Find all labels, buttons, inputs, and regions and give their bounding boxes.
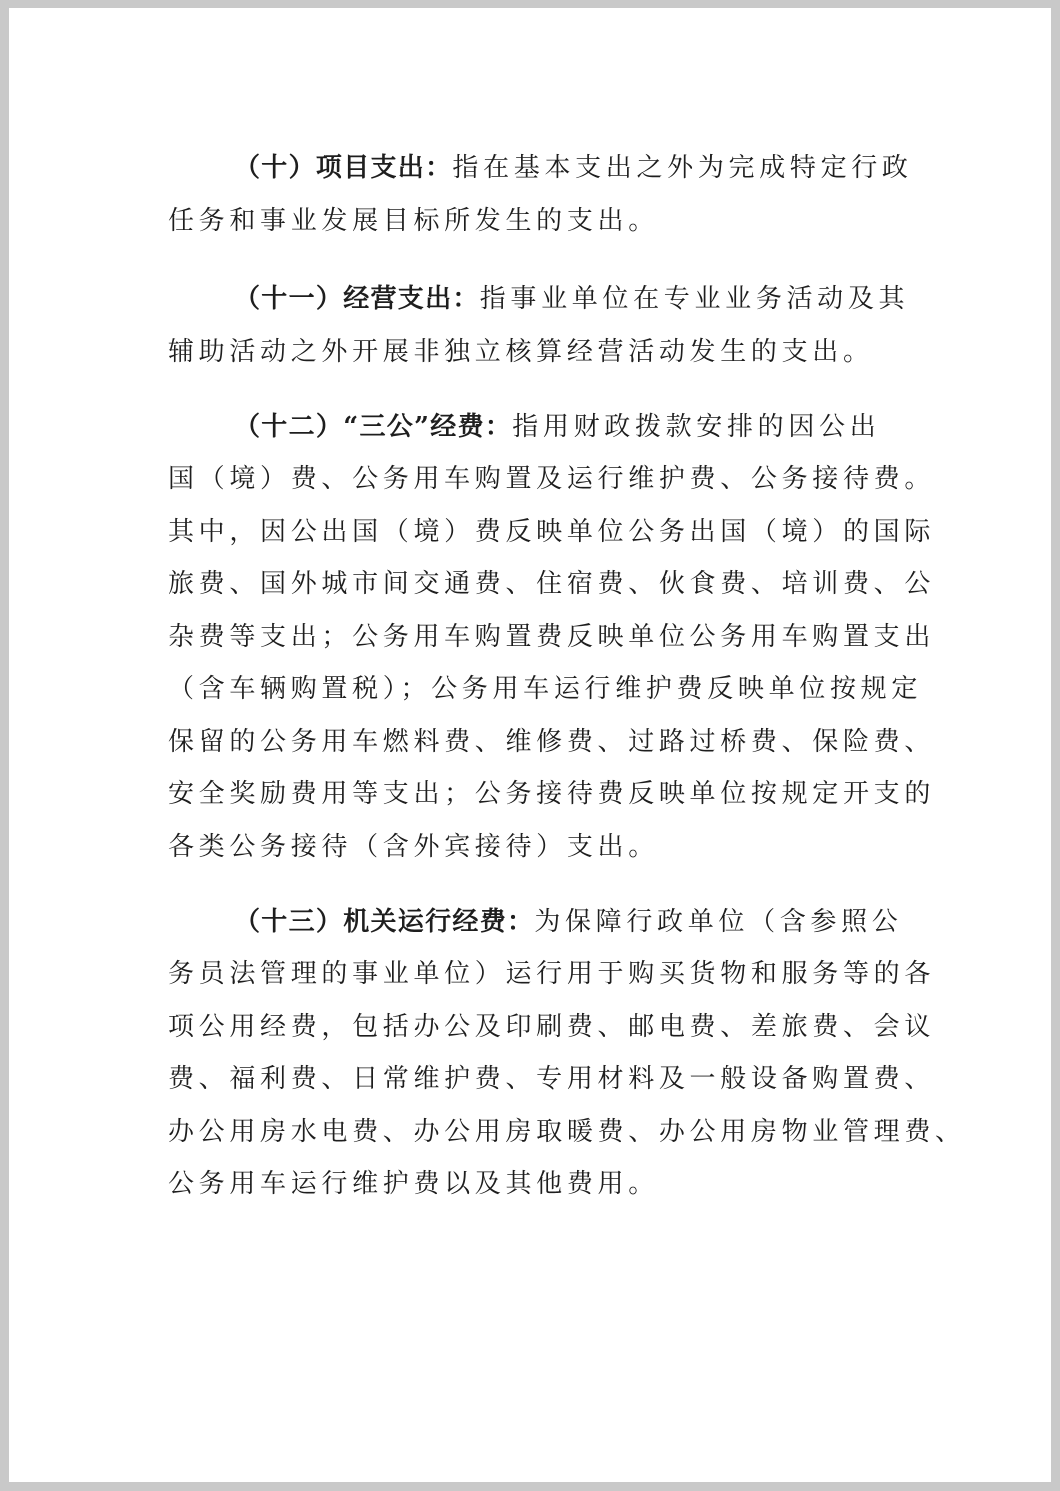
section-13-line: 办公用房水电费、办公用房取暖费、办公用房物业管理费、: [168, 1117, 966, 1147]
section-12-line: （含车辆购置税）；公务用车运行维护费反映单位按规定: [168, 674, 923, 704]
section-11-title: （十一）经营支出：: [234, 284, 480, 314]
section-10-title: （十）项目支出：: [234, 153, 453, 183]
section-13-line: 项公用经费，包括办公及印刷费、邮电费、差旅费、会议: [168, 1012, 936, 1042]
section-12-line: 杂费等支出；公务用车购置费反映单位公务用车购置支出: [168, 622, 936, 652]
section-13-text: 为保障行政单位（含参照公: [534, 907, 903, 937]
section-12-first-line: [234, 411, 880, 443]
section-12-line: 旅费、国外城市间交通费、住宿费、伙食费、培训费、公: [168, 569, 936, 599]
section-10-line: 任务和事业发展目标所发生的支出。: [168, 206, 659, 236]
section-13-line: 务员法管理的事业单位）运行用于购买货物和服务等的各: [168, 959, 936, 989]
section-12-line: 安全奖励费用等支出；公务接待费反映单位按规定开支的: [168, 779, 936, 809]
section-12-line: 国（境）费、公务用车购置及运行维护费、公务接待费。: [168, 464, 936, 494]
section-13-first-line: [234, 906, 902, 938]
section-11-first-line: [234, 283, 909, 315]
section-12-line: 保留的公务用车燃料费、维修费、过路过桥费、保险费、: [168, 727, 936, 757]
section-11-line: 辅助活动之外开展非独立核算经营活动发生的支出。: [168, 337, 874, 367]
section-13-title: （十三）机关运行经费：: [234, 907, 535, 937]
section-13-line: 费、福利费、日常维护费、专用材料及一般设备购置费、: [168, 1064, 936, 1094]
section-11-text: 指事业单位在专业业务活动及其: [479, 284, 910, 314]
section-12-line: 其中，因公出国（境）费反映单位公务出国（境）的国际: [168, 517, 936, 547]
section-13-line: 公务用车运行维护费以及其他费用。: [168, 1169, 659, 1199]
section-10-first-line: [234, 152, 913, 184]
section-12-title: （十二）“三公”经费：: [234, 412, 513, 442]
section-12-text: 指用财政拨款安排的因公出: [512, 412, 881, 442]
section-12-line: 各类公务接待（含外宾接待）支出。: [168, 832, 659, 862]
section-10-text: 指在基本支出之外为完成特定行政: [452, 153, 913, 183]
